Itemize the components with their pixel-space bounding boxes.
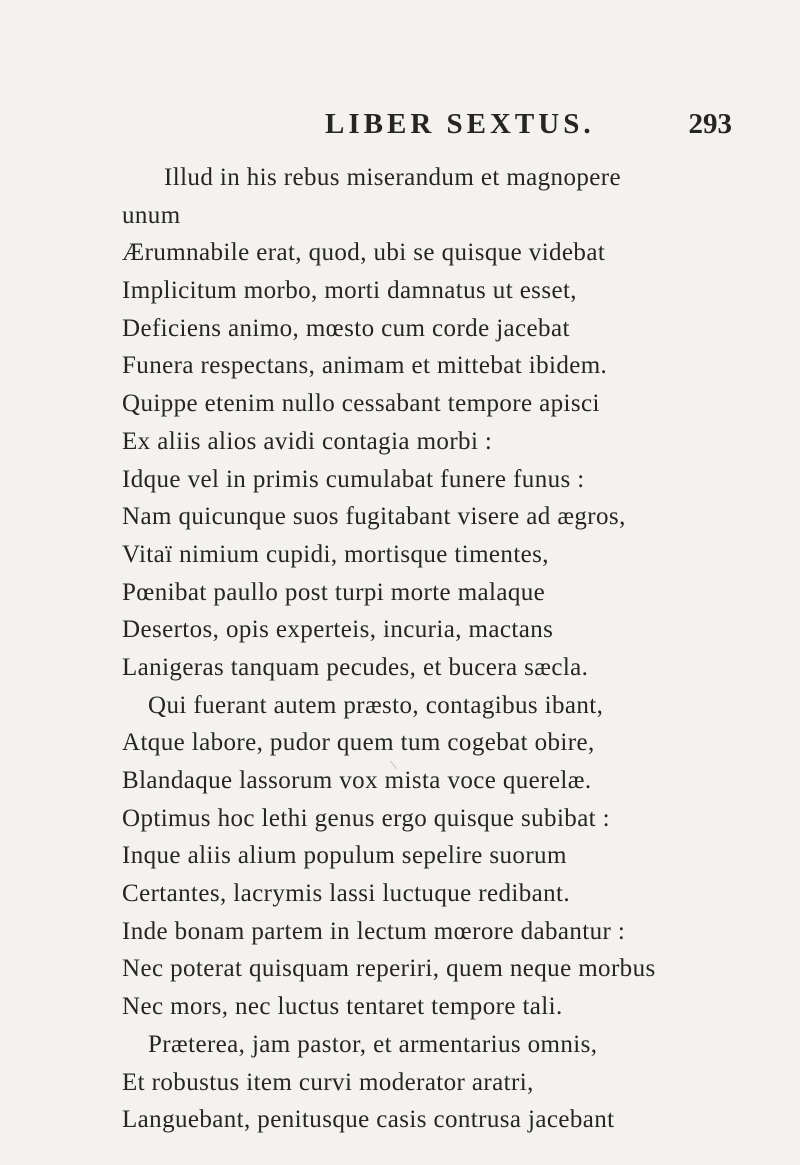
verse-line: Et robustus item curvi moderator aratri, [122, 1068, 534, 1096]
running-header [0, 104, 800, 144]
verse-line: Ærumnabile erat, quod, ubi se quisque videbat [122, 239, 606, 267]
verse-line: Blandaque lassorum vox mista voce querelæ. [122, 767, 592, 794]
verse-line: Pœnibat paullo post turpi morte malaque [122, 578, 546, 606]
verse-line: Implicitum morbo, morti damnatus ut esset, [122, 277, 577, 305]
verse-line: Inque aliis alium populum sepelire suorum [122, 842, 567, 870]
verse-line: Nec mors, nec luctus tentaret tempore tali. [122, 993, 563, 1021]
verse-line: unum [122, 201, 181, 229]
verse-line: Ex aliis alios avidi contagia morbi : [122, 427, 493, 455]
verse-line: Certantes, lacrymis lassi luctuque redibant. [122, 880, 571, 908]
verse-line: Lanigeras tanquam pecudes, et bucera sæcla. [122, 653, 589, 681]
verse-line: Præterea, jam pastor, et armentarius omnis, [148, 1030, 598, 1058]
verse-line: Funera respectans, animam et mittebat ibidem. [122, 352, 608, 380]
verse-line: Idque vel in primis cumulabat funere funus : [122, 465, 585, 493]
verse-line: Optimus hoc lethi genus ergo quisque subibat : [122, 804, 611, 832]
verse-line: Desertos, opis experteis, incuria, mactans [122, 616, 554, 644]
verse-line: Deficiens animo, mœsto cum corde jacebat [122, 314, 570, 342]
verse-line: Inde bonam partem in lectum mœrore dabantur : [122, 917, 626, 945]
verse-line: Languebant, penitusque casis contrusa jacebant [122, 1106, 615, 1134]
verse-line: Vitaï nimium cupidi, mortisque timentes, [122, 540, 549, 568]
verse-line: Nec poterat quisquam reperiri, quem neque morbus [122, 955, 656, 983]
poem-text [0, 159, 800, 1139]
verse-line: Qui fuerant autem præsto, contagibus ibant, [148, 691, 604, 719]
page-number: 293 [688, 108, 732, 140]
running-title: LIBER SEXTUS. [325, 108, 595, 140]
verse-line: Nam quicunque suos fugitabant visere ad ægros, [122, 503, 626, 531]
verse-line: Atque labore, pudor quem tum cogebat obire, [122, 729, 595, 757]
verse-line: Quippe etenim nullo cessabant tempore apisci [122, 390, 600, 418]
verse-line: Illud in his rebus miserandum et magnopere [164, 164, 621, 191]
